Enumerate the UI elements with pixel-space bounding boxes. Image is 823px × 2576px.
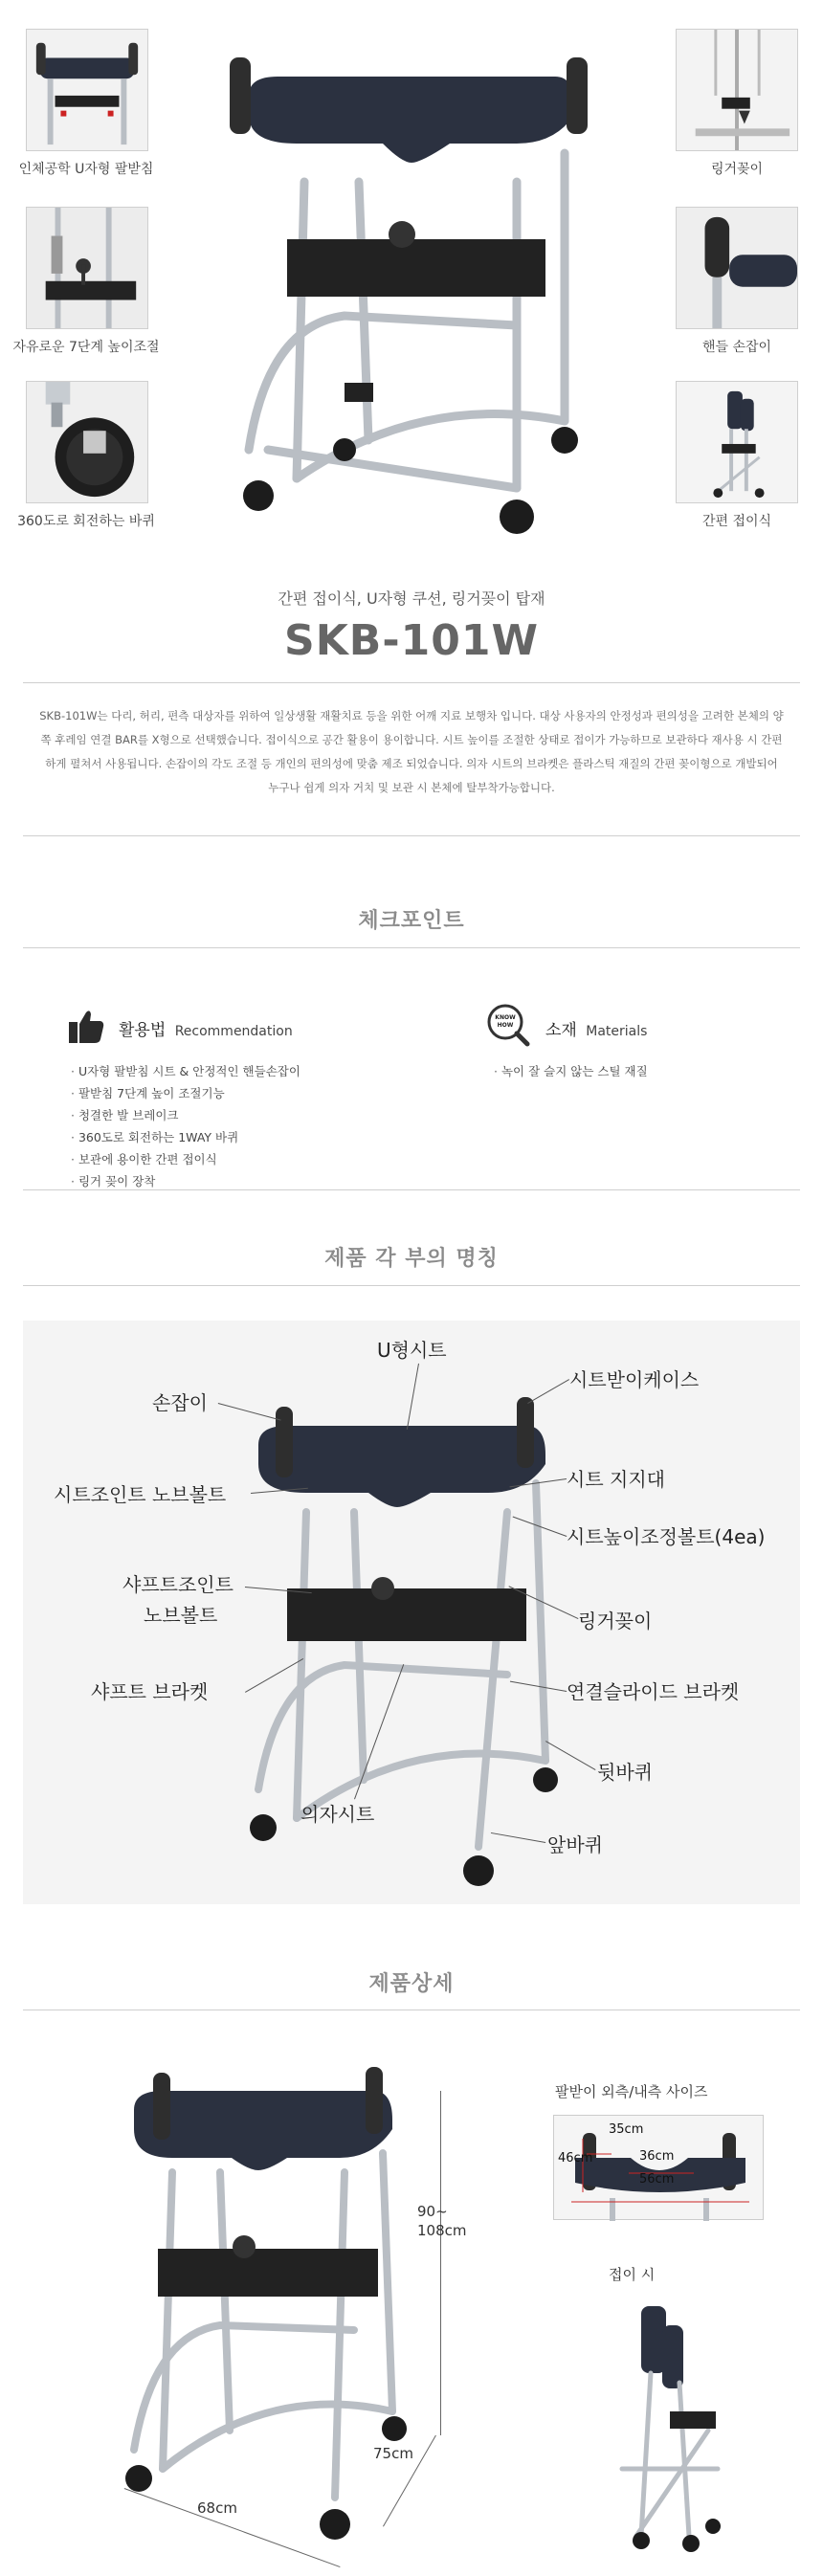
label-shaft-joint: 샤프트조인트 [122,1573,234,1596]
wheel-photo [27,382,147,502]
dim-56: 56cm [639,2172,675,2187]
thumb-handle [676,207,798,329]
list-item: · 청결한 발 브레이크 [71,1104,300,1126]
materials-title-en: Materials [586,1024,648,1039]
parts-title: 제품 각 부의 명칭 [324,1247,499,1271]
folded-title: 접이 시 [609,2266,656,2283]
list-item: · 녹이 잘 슬지 않는 스틸 재질 [494,1060,648,1082]
label-slide-bracket: 연결슬라이드 브라켓 [567,1680,740,1703]
subtitle: 간편 접이식, U자형 쿠션, 링거꽂이 탑재 [278,589,545,608]
divider [23,835,800,836]
dim-height-2: 108cm [417,2222,467,2239]
label-ring: 링거꽂이 [578,1610,653,1632]
hero-walker-image [230,38,593,555]
height-adjust-photo [27,208,147,328]
dim-46: 46cm [558,2151,593,2165]
thumb-caption-armrest: 인체공학 U자형 팔받침 [18,162,154,177]
armrest-photo [27,30,147,150]
know-how-icon [486,1003,530,1047]
arm-size-photo [553,2115,764,2220]
ring-holder-photo [677,30,797,150]
recommendation-title-en: Recommendation [174,1024,293,1039]
checkpoint-title: 체크포인트 [358,909,465,933]
dim-width: 68cm [197,2499,237,2517]
product-description: SKB-101W는 다리, 허리, 편측 대상자를 위하여 일상생활 재활치료 등을 위한 어깨 지료 보행차 입니다. 대상 사용자의 안정성과 편의성을 고려한 본체의 양쪽 후레임 연결 BAR를 X형으로 선택했습니다. 접이식으로 공간 활용이 용이합니다. 시트 높이를 조절한 상태로 접이가 가능하므로 보관하다 재사용 시 간편하게 펼쳐서 사용됩니다. 손잡이의 각도 조절 등 개인의 편의성에 맞춤 제조 되었습니다. 의자 시트의 브라켓은 플라스틱 재질의 간편 꽂이형으로 개발되어 누구나 쉽게 의자 거치 및 보관 시 본체에 탈부착가능합니다. [39,709,784,794]
divider [23,947,800,948]
list-item: · 보관에 용이한 간편 접이식 [71,1148,300,1170]
folded-photo [677,382,797,502]
parts-walker-image [239,1397,565,1895]
thumb-ring [676,29,798,151]
handle-photo [677,208,797,328]
label-knob-bolt: 노브볼트 [144,1604,218,1627]
arm-size-title: 팔받이 외측/내측 사이즈 [555,2083,708,2100]
divider [23,1189,800,1190]
thumb-wheel [26,381,148,503]
materials-heading [545,1016,647,1040]
materials-list [494,1060,648,1082]
folded-walker-image [603,2297,746,2555]
divider [23,1285,800,1286]
label-rear-wheel: 뒷바퀴 [597,1761,653,1784]
materials-title: 소재 [545,1021,577,1040]
thumb-fold [676,381,798,503]
thumb-caption-fold: 간편 접이식 [701,514,772,529]
thumb-caption-wheel: 360도로 회전하는 바퀴 [17,514,155,529]
recommendation-list [71,1060,300,1192]
label-seat-joint-knob: 시트조인트 노브볼트 [54,1483,227,1506]
thumb-armrest [26,29,148,151]
label-front-wheel: 앞바퀴 [547,1833,603,1856]
label-seat-case: 시트받이케이스 [569,1368,700,1391]
detail-walker-image [115,2067,440,2545]
list-item: · 팔받침 7단계 높이 조절기능 [71,1082,300,1104]
list-item: · U자형 팔받침 시트 & 안정적인 핸들손잡이 [71,1060,300,1082]
label-handle: 손잡이 [152,1391,208,1414]
thumbs-up-icon [67,1007,105,1045]
label-chair-seat: 의자시트 [300,1803,375,1826]
divider [23,682,800,683]
label-seat-height-bolt: 시트높이조정볼트(4ea) [567,1525,766,1548]
label-shaft-bracket: 샤프트 브라켓 [91,1680,209,1703]
list-item: · 링거 꽂이 장착 [71,1170,300,1192]
thumb-caption-height: 자유로운 7단계 높이조절 [12,340,160,355]
thumb-height [26,207,148,329]
height-dimension-line [440,2091,441,2435]
dim-depth: 75cm [373,2445,413,2462]
model-name: SKB-101W [284,616,539,665]
dim-35: 35cm [609,2122,644,2137]
recommendation-title: 활용법 [119,1021,167,1040]
dim-height-1: 90~ [417,2203,448,2220]
list-item: · 360도로 회전하는 1WAY 바퀴 [71,1126,300,1148]
dim-36: 36cm [639,2149,675,2164]
label-u-seat: U형시트 [377,1339,447,1362]
thumb-caption-handle: 핸들 손잡이 [701,340,772,355]
recommendation-heading [119,1016,293,1040]
label-seat-support: 시트 지지대 [567,1468,665,1491]
detail-title: 제품상세 [368,1972,455,1996]
thumb-caption-ring: 링거꽂이 [710,162,764,177]
know-how-badge: KNOW HOW [495,1014,516,1029]
